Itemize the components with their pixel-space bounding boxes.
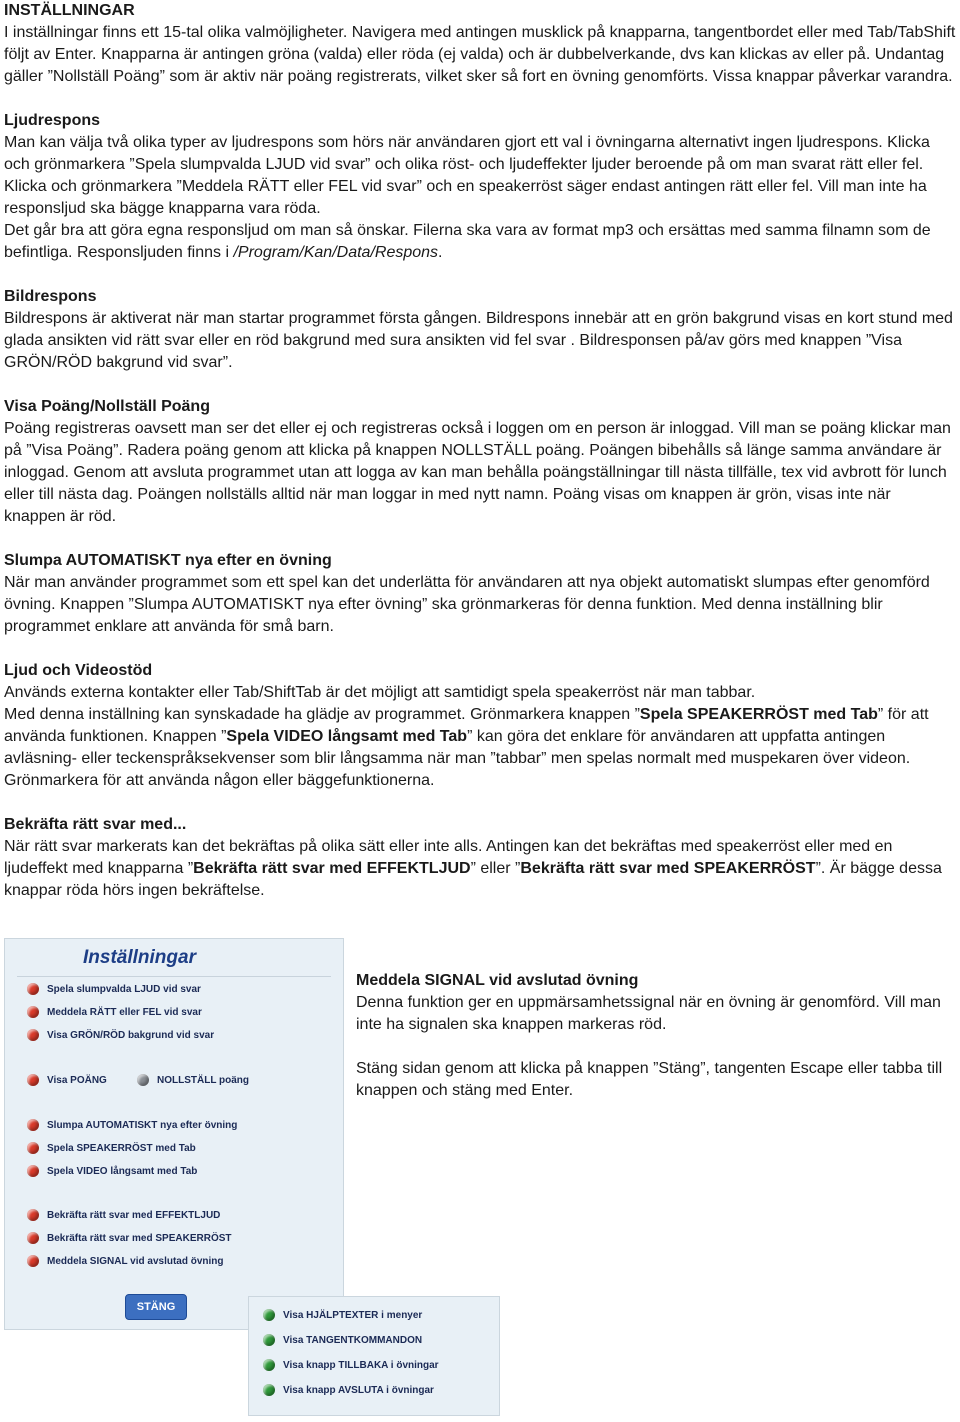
setting-toggle[interactable]	[263, 1384, 434, 1396]
text-run: ”. Är bägge dessa knappar röda hörs ingen bekräftelse.	[4, 860, 942, 899]
section-bekrafta	[4, 814, 956, 902]
section-paragraph: Denna funktion ger en uppmärsamhetssignal när en övning är genomförd. Vill man inte ha signalen ska knappen markeras röd.	[356, 994, 941, 1033]
setting-label: Spela VIDEO långsamt med Tab	[47, 1165, 198, 1177]
section-paragraph	[4, 704, 956, 792]
setting-label: Bekräfta rätt svar med EFFEKTLJUD	[47, 1209, 221, 1221]
section-paragraph-text: Det går bra att göra egna responsljud om man så önskar. Filerna ska vara av format mp3 och ersättas med samma filnamn som de befintliga. Responsljuden finns i	[4, 222, 931, 261]
section-heading: Visa Poäng/Nollställ Poäng	[4, 398, 210, 415]
setting-toggle[interactable]	[27, 983, 201, 995]
section-paragraph: När man använder programmet som ett spel kan det underlätta för användaren att nya objekt automatiskt slumpas efter genomförd övning. Knappen ”Slumpa AUTOMATISKT nya efter övning” ska grönmarkeras för denna funktion. Med denna inställning blir programmet enklare att använda för små barn.	[4, 574, 930, 635]
setting-label: Spela SPEAKERRÖST med Tab	[47, 1142, 196, 1154]
intro-section	[4, 0, 956, 88]
section-paragraph: Används externa kontakter eller Tab/ShiftTab är det möjligt att samtidigt spela speakerröst när man tabbar.	[4, 684, 756, 701]
section-ljudrespons	[4, 110, 956, 264]
bold-text-run: Spela VIDEO långsamt med Tab	[226, 728, 468, 745]
section-heading: Bildrespons	[4, 288, 97, 305]
status-dot-icon	[263, 1384, 275, 1396]
setting-toggle[interactable]	[263, 1334, 422, 1346]
setting-toggle[interactable]	[27, 1074, 107, 1086]
setting-toggle[interactable]	[263, 1309, 422, 1321]
status-dot-icon	[263, 1309, 275, 1321]
text-run: Med denna inställning kan synskadade ha glädje av programmet. Grönmarkera knappen ”	[4, 706, 640, 723]
text-run: ” för att använda funktionen. Knappen ”	[4, 706, 929, 745]
status-dot-icon	[27, 1255, 39, 1267]
status-dot-icon	[27, 1232, 39, 1244]
setting-toggle[interactable]	[137, 1074, 249, 1086]
bold-text-run: Bekräfta rätt svar med EFFEKTLJUD	[193, 860, 471, 877]
setting-toggle[interactable]	[27, 1165, 197, 1177]
setting-toggle[interactable]	[27, 1029, 214, 1041]
section-heading: Meddela SIGNAL vid avslutad övning	[356, 972, 639, 989]
section-paragraph: Man kan välja två olika typer av ljudrespons som hörs när användaren gjort ett val i övningarna alternativt ingen ljudrespons. Klicka och grönmarkera ”Spela slumpvalda LJUD vid svar” och olika röst- och ljudeffekter ljuder beroende på om man svarat rätt eller fel. Klicka och grönmarkera ”Meddela RÄTT eller FEL vid svar” och en speakerröst säger endast antingen rätt eller fel. Vill man inte ha responsljud ska bägge knapparna vara röda.	[4, 134, 930, 217]
section-bildrespons	[4, 286, 956, 374]
section-paragraph: Bildrespons är aktiverat när man startar programmet första gången. Bildrespons innebär att en grön bakgrund visas en kort stund med glada ansikten vid rätt svar eller en röd bakgrund med sura ansikten vid fel svar . Bildresponsen på/av görs med knappen ”Visa GRÖN/RÖD bakgrund vid svar”.	[4, 310, 953, 371]
setting-toggle[interactable]	[27, 1232, 232, 1244]
setting-label: Meddela RÄTT eller FEL vid svar	[47, 1006, 202, 1018]
setting-label: Spela slumpvalda LJUD vid svar	[47, 983, 201, 995]
signal-section	[356, 970, 956, 1102]
section-heading: Slumpa AUTOMATISKT nya efter en övning	[4, 552, 332, 569]
settings-panel-title: Inställningar	[83, 947, 196, 968]
setting-toggle[interactable]	[27, 1255, 224, 1267]
setting-label: Visa knapp TILLBAKA i övningar	[283, 1359, 439, 1371]
status-dot-icon	[27, 1119, 39, 1131]
section-poang	[4, 396, 956, 528]
document	[4, 0, 956, 924]
status-dot-icon	[27, 1165, 39, 1177]
intro-heading: INSTÄLLNINGAR	[4, 2, 135, 19]
close-button[interactable]: STÄNG	[125, 1294, 187, 1320]
respons-path: /Program/Kan/Data/Respons	[233, 244, 439, 261]
setting-toggle[interactable]	[27, 1209, 220, 1221]
section-heading: Ljudrespons	[4, 112, 101, 129]
status-dot-icon	[27, 983, 39, 995]
setting-label: Visa POÄNG	[47, 1074, 107, 1086]
setting-toggle[interactable]	[27, 1006, 202, 1018]
intro-body: I inställningar finns ett 15-tal olika valmöjligheter. Navigera med antingen musklick på knapparna, tangentbordet eller med Tab/TabShift följt av Enter. Knapparna är antingen gröna (valda) eller röda (ej valda) och är dubbelverkande, dvs kan klickas av eller på. Undantag gäller ”Nollställ Poäng” som är aktiv när poäng registrerats, vilket sker så fort en övning genomförts. Vissa knappar påverkar varandra.	[4, 24, 956, 85]
status-dot-icon	[27, 1209, 39, 1221]
setting-toggle[interactable]	[263, 1359, 439, 1371]
section-paragraph: Poäng registreras oavsett man ser det eller ej och registreras också i loggen om en person är inloggad. Vill man se poäng klickar man på ”Visa Poäng”. Radera poäng genom att klicka på knappen NOLLSTÄLL poäng. Poängen bibehålls så länge samma användare är inloggad. Genom att avsluta programmet utan att logga av kan man behålla poängställningar till nästa tillfälle, tex vid avbrott för lunch eller till nästa dag. Poängen nollställs alltid när man loggar in med nytt namn. Poäng visas om knappen är grön, visas inte när knappen är röd.	[4, 420, 951, 525]
setting-label: Visa HJÄLPTEXTER i menyer	[283, 1309, 423, 1321]
section-ljud-video	[4, 660, 956, 792]
section-heading: Ljud och Videostöd	[4, 662, 153, 679]
status-dot-icon	[263, 1334, 275, 1346]
status-dot-icon	[263, 1359, 275, 1371]
setting-label: Meddela SIGNAL vid avslutad övning	[47, 1255, 224, 1267]
setting-label: Bekräfta rätt svar med SPEAKERRÖST	[47, 1232, 232, 1244]
status-dot-icon	[27, 1006, 39, 1018]
settings-panel-screenshot-2	[248, 1296, 500, 1416]
bold-text-run: Spela SPEAKERRÖST med Tab	[639, 706, 878, 723]
section-heading: Bekräfta rätt svar med...	[4, 816, 187, 833]
setting-toggle[interactable]	[27, 1119, 237, 1131]
setting-label: Visa TANGENTKOMMANDON	[283, 1334, 423, 1346]
status-dot-icon	[27, 1142, 39, 1154]
setting-toggle[interactable]	[27, 1142, 196, 1154]
section-paragraph	[4, 220, 956, 264]
respons-path-suffix: .	[438, 244, 443, 261]
setting-label: NOLLSTÄLL poäng	[157, 1074, 250, 1086]
status-dot-icon	[27, 1029, 39, 1041]
divider	[17, 976, 331, 977]
status-dot-icon	[137, 1074, 149, 1086]
setting-label: Slumpa AUTOMATISKT nya efter övning	[47, 1119, 238, 1131]
section-paragraph: Stäng sidan genom att klicka på knappen ”Stäng”, tangenten Escape eller tabba till knappen och stäng med Enter.	[356, 1060, 943, 1099]
setting-label: Visa knapp AVSLUTA i övningar	[283, 1384, 434, 1396]
settings-panel-screenshot	[4, 938, 344, 1330]
status-dot-icon	[27, 1074, 39, 1086]
setting-label: Visa GRÖN/RÖD bakgrund vid svar	[47, 1029, 215, 1041]
text-run: ” kan göra det enklare för användaren att uppfatta antingen avläsning- eller teckenspråksekvenser som blir långsamma när man ”tabbar” men spelas normalt med muspekaren över videon. Grönmarkera för att använda någon eller bäggefunktionerna.	[4, 728, 911, 789]
section-slumpa	[4, 550, 956, 638]
text-run: När rätt svar markerats kan det bekräftas på olika sätt eller inte alls. Antingen kan det bekräftas med speakerröst eller med en ljudeffekt med knapparna ”	[4, 838, 893, 877]
section-paragraph	[4, 836, 956, 902]
text-run: ” eller ”	[470, 860, 521, 877]
bold-text-run: Bekräfta rätt svar med SPEAKERRÖST	[520, 860, 816, 877]
